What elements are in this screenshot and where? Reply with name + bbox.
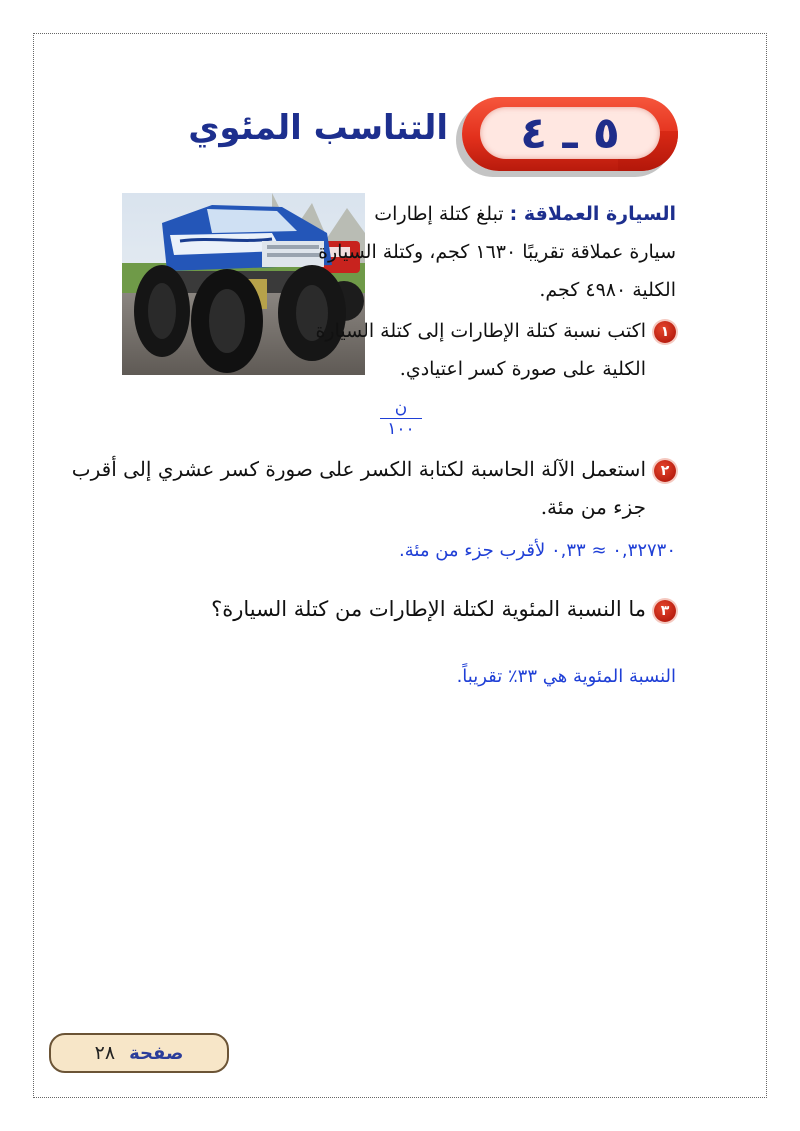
question-1-line-2: الكلية على صورة كسر اعتيادي. (399, 358, 646, 380)
question-2 (72, 450, 676, 526)
fraction-denominator: ١٠٠ (387, 419, 415, 439)
intro-line-1: تبلغ كتلة إطارات (374, 203, 504, 225)
answer-decimal: ٠,٣٢٧٣٠ ≈ ٠,٣٣ لأقرب جزء من مئة. (399, 540, 676, 561)
question-3 (211, 590, 676, 628)
question-number-badge: ٣ (654, 600, 676, 622)
intro-heading: السيارة العملاقة : (509, 203, 676, 225)
badge-inner (480, 107, 660, 159)
question-1-line-1: اكتب نسبة كتلة الإطارات إلى كتلة السيارة (315, 320, 646, 342)
lesson-title: التناسب المئوي (188, 108, 448, 148)
page-label: صفحة (129, 1042, 184, 1064)
intro-line-3: الكلية ٤٩٨٠ كجم. (539, 279, 676, 301)
question-3-line-1: ما النسبة المئوية لكتلة الإطارات من كتلة السيارة؟ (211, 597, 646, 621)
page-number-box (49, 1033, 229, 1073)
intro-paragraph (318, 195, 676, 309)
page-number: ٢٨ (94, 1042, 116, 1064)
lesson-number-badge (462, 97, 678, 171)
question-number-badge: ٢ (654, 460, 676, 482)
question-number-badge: ١ (654, 321, 676, 343)
question-2-line-1: استعمل الآلة الحاسبة لكتابة الكسر على صورة كسر عشري إلى أقرب (71, 457, 646, 481)
fraction-numerator: ن (380, 398, 422, 419)
answer-percent: النسبة المئوية هي ٣٣٪ تقريباً. (456, 666, 676, 687)
question-1 (315, 312, 676, 388)
answer-fraction (380, 398, 422, 439)
intro-line-2: سيارة عملاقة تقريبًا ١٦٣٠ كجم، وكتلة السيارة (318, 241, 676, 263)
question-2-line-2: جزء من مئة. (540, 495, 646, 519)
lesson-number: ٥ ـ ٤ (520, 107, 620, 159)
